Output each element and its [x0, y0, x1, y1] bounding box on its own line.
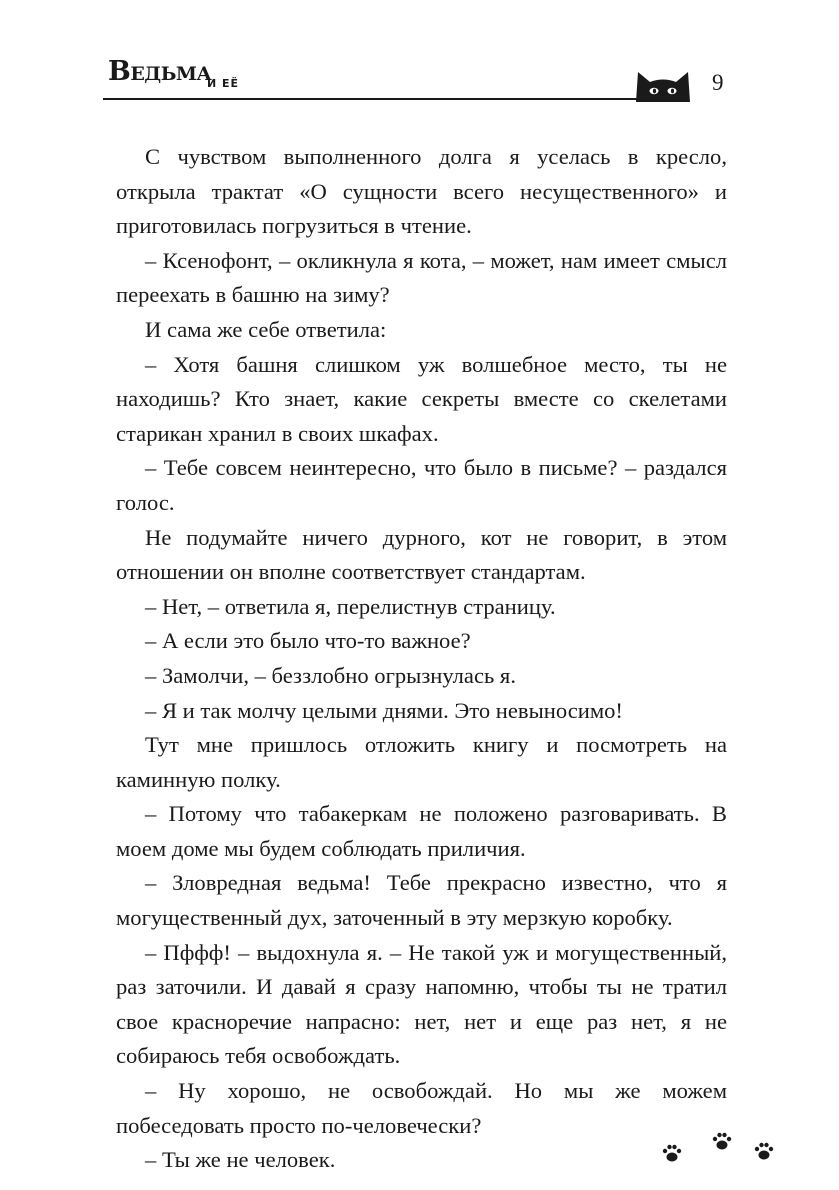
page-number: 9 — [712, 70, 724, 95]
paw-print-icon — [752, 1140, 776, 1164]
paragraph: – Ксенофонт, – окликнула я кота, – может, нам имеет смысл переехать в башню на зиму? — [116, 247, 727, 308]
paragraph: С чувством выполненного долга я уселась в кресло, открыла трактат «О сущности всего несущественного» и приготовилась погрузиться в чтение. — [116, 144, 727, 239]
paragraph: – Пффф! – выдохнула я. – Не такой уж и могущественный, раз заточили. И давай я сразу напомню, чтобы ты не тратил свое красноречие напрасно: нет, нет и еще раз нет, я не собираюсь тебя освобождать. — [116, 939, 727, 1069]
paragraph: – А если это было что-то важное? — [145, 628, 471, 654]
series-subtitle: И ЕЁ — [207, 77, 240, 90]
body-text — [116, 140, 727, 1178]
paragraph: – Зловредная ведьма! Тебе прекрасно известно, что я могущественный дух, заточенный в эту мерзкую коробку. — [116, 870, 727, 931]
paragraph: Не подумайте ничего дурного, кот не говорит, в этом отношении он вполне соответствует стандартам. — [116, 524, 727, 585]
paragraph: Тут мне пришлось отложить книгу и посмотреть на каминную полку. — [116, 732, 727, 792]
paragraph: – Потому что табакеркам не положено разговаривать. В моем доме мы будем соблюдать приличия. — [116, 801, 727, 861]
paw-print-icon — [710, 1130, 734, 1154]
paragraph: – Ты же не человек. — [145, 1147, 336, 1173]
running-header — [0, 0, 839, 110]
paragraph: – Нет, – ответила я, перелистнув страницу. — [145, 593, 556, 619]
paw-print-icon — [660, 1142, 684, 1166]
header-rule — [103, 98, 648, 100]
paragraph: – Тебе совсем неинтересно, что было в письме? – раздался голос. — [116, 455, 727, 515]
cat-peeking-icon — [632, 66, 694, 102]
paragraph: – Я и так молчу целыми днями. Это невыносимо! — [145, 697, 623, 723]
paragraph: – Замолчи, – беззлобно огрызнулась я. — [145, 662, 516, 688]
paragraph: – Хотя башня слишком уж волшебное место, ты не находишь? Кто знает, какие секреты вместе со скелетами старикан хранил в своих шкафах. — [116, 351, 727, 446]
paragraph: – Ну хорошо, не освобождай. Но мы же можем побеседовать просто по-человечески? — [116, 1078, 727, 1138]
paragraph: И сама же себе ответила: — [145, 316, 387, 342]
paw-prints-icon — [652, 1130, 782, 1164]
series-title: Ведьма — [108, 56, 212, 87]
